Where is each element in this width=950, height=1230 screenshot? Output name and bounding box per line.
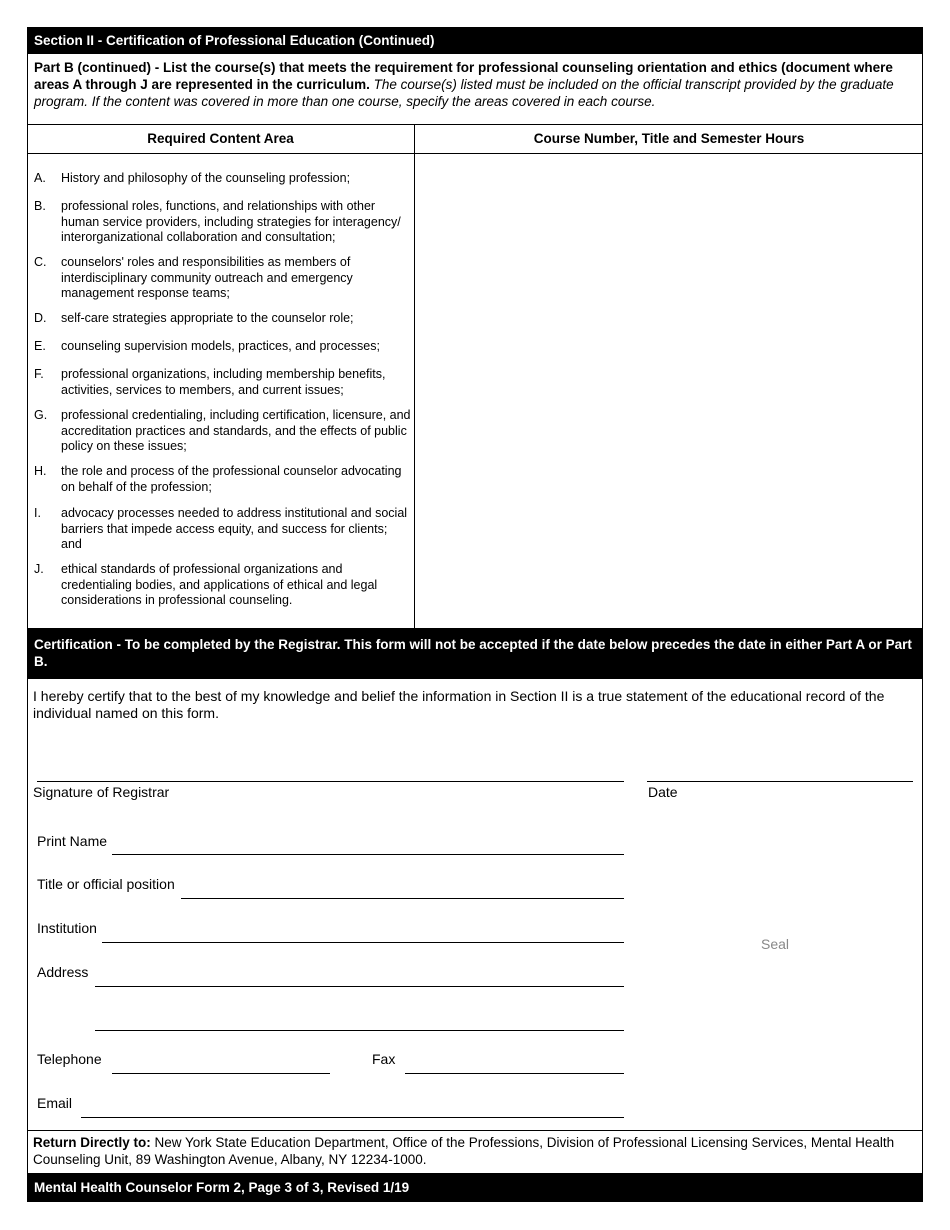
institution-label: Institution bbox=[37, 920, 97, 936]
item-letter: J. bbox=[34, 562, 44, 576]
col-course-header: Course Number, Title and Semester Hours bbox=[533, 131, 805, 146]
title-field[interactable] bbox=[181, 898, 624, 899]
item-letter: I. bbox=[34, 506, 41, 520]
part-b-bold: Part B (continued) - List the course(s) that meets the requirement for professional counseling orientation and ethics (document where areas A through J are represented in the curriculum. bbox=[34, 60, 893, 92]
content-area-item: professional credentialing, including certification, licensure, and accreditation practices and standards, and the effects of public policy on these issues; bbox=[61, 408, 411, 453]
telephone-label: Telephone bbox=[37, 1051, 102, 1067]
seal-label: Seal bbox=[761, 936, 790, 952]
content-area-item: ethical standards of professional organizations and credentialing bodies, and applications of ethical and legal considerations in professional counseling. bbox=[61, 562, 378, 607]
left-border bbox=[27, 27, 28, 1202]
content-area-item: the role and process of the professional counselor advocating on behalf of the profession; bbox=[61, 464, 402, 494]
address-field-line-2[interactable] bbox=[95, 1030, 624, 1031]
item-letter: H. bbox=[34, 464, 47, 478]
return-instructions bbox=[33, 1134, 917, 1168]
telephone-field[interactable] bbox=[112, 1073, 330, 1074]
item-letter: E. bbox=[34, 339, 46, 353]
item-letter: F. bbox=[34, 367, 44, 381]
part-b-instructions bbox=[34, 59, 918, 110]
signature-label: Signature of Registrar bbox=[33, 784, 170, 800]
right-border bbox=[922, 27, 923, 1202]
return-address: New York State Education Department, Office of the Professions, Division of Professional Licensing Services, Mental Health Counseling Unit, 89 Washington Avenue, Albany, NY 12234-1000. bbox=[33, 1135, 895, 1167]
content-area-item: History and philosophy of the counseling profession; bbox=[61, 171, 351, 185]
address-label: Address bbox=[37, 964, 89, 980]
email-field[interactable] bbox=[81, 1117, 624, 1118]
date-label: Date bbox=[648, 784, 678, 800]
item-letter: C. bbox=[34, 255, 47, 269]
table-top-border bbox=[27, 124, 923, 125]
item-letter: D. bbox=[34, 311, 47, 325]
content-area-item: professional organizations, including membership benefits, activities, services to members, and current issues; bbox=[61, 367, 386, 397]
col-content-area-header: Required Content Area bbox=[147, 131, 294, 146]
print-name-label: Print Name bbox=[37, 833, 108, 849]
content-area-item: advocacy processes needed to address institutional and social barriers that impede access equity, and success for clients; and bbox=[61, 506, 408, 551]
address-field-line-1[interactable] bbox=[95, 986, 624, 987]
fax-field[interactable] bbox=[405, 1073, 624, 1074]
certification-header: Certification - To be completed by the Registrar. This form will not be accepted if the date below precedes the date in either Part A or Part B. bbox=[27, 628, 923, 679]
item-letter: B. bbox=[34, 199, 46, 213]
part-b-italic: The course(s) listed must be included on the official transcript provided by the graduate program. If the content was covered in more than one course, specify the areas covered in each course. bbox=[34, 77, 894, 109]
content-area-item: self-care strategies appropriate to the counselor role; bbox=[61, 311, 354, 325]
item-letter: A. bbox=[34, 171, 46, 185]
signature-line[interactable] bbox=[37, 781, 624, 782]
item-letter: G. bbox=[34, 408, 48, 422]
fax-label: Fax bbox=[372, 1051, 396, 1067]
date-line[interactable] bbox=[647, 781, 913, 782]
section-header: Section II - Certification of Professional Education (Continued) bbox=[27, 27, 923, 54]
email-label: Email bbox=[37, 1095, 73, 1111]
content-area-item: counseling supervision models, practices, and processes; bbox=[61, 339, 380, 353]
form-footer: Mental Health Counselor Form 2, Page 3 of 3, Revised 1/19 bbox=[27, 1173, 923, 1202]
content-area-item: counselors' roles and responsibilities as members of interdisciplinary community outreach and emergency management response teams; bbox=[61, 255, 353, 300]
course-entry-field[interactable] bbox=[415, 154, 922, 628]
title-label: Title or official position bbox=[37, 876, 175, 892]
certification-statement: I hereby certify that to the best of my knowledge and belief the information in Section II is a true statement of the educational record of the individual named on this form. bbox=[33, 688, 885, 721]
return-divider bbox=[27, 1130, 923, 1131]
print-name-field[interactable] bbox=[112, 854, 624, 855]
form-page bbox=[27, 27, 923, 1202]
return-label: Return Directly to: bbox=[33, 1135, 151, 1150]
content-area-item: professional roles, functions, and relationships with other human service providers, including strategies for interagency/ interorganizational collaboration and consultation; bbox=[61, 199, 401, 244]
institution-field[interactable] bbox=[102, 942, 624, 943]
